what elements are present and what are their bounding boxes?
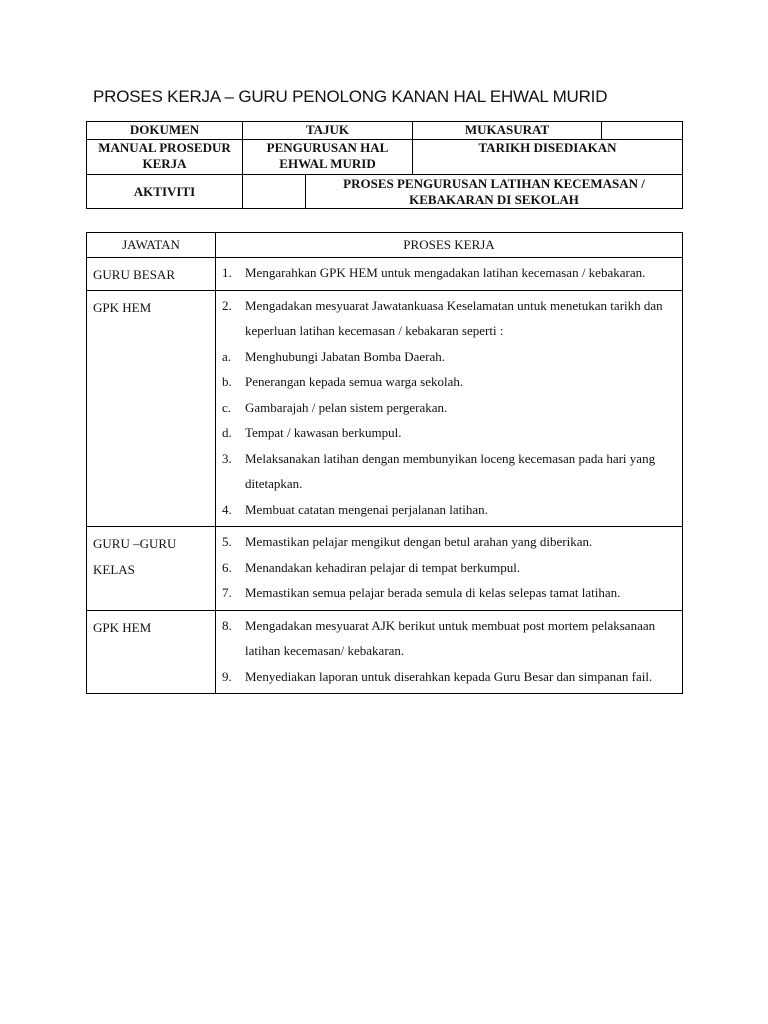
step-list <box>216 527 682 610</box>
step-marker: 5. <box>222 534 232 549</box>
list-item <box>222 369 676 395</box>
step-text: Tempat / kawasan berkumpul. <box>245 425 402 440</box>
aktiviti-blank-cell <box>243 175 306 209</box>
list-item <box>222 260 676 286</box>
steps-cell <box>216 610 683 694</box>
step-text: Mengarahkan GPK HEM untuk mengadakan latihan kecemasan / kebakaran. <box>245 265 646 280</box>
list-item <box>222 580 676 606</box>
list-item <box>222 664 676 690</box>
role-cell: GPK HEM <box>87 290 216 527</box>
step-marker: 2. <box>222 297 232 313</box>
step-marker: 4. <box>222 501 232 517</box>
page-title: PROSES KERJA – GURU PENOLONG KANAN HAL EHWAL MURID <box>93 87 608 106</box>
list-item <box>222 446 676 497</box>
list-item <box>222 613 676 664</box>
list-item <box>222 555 676 581</box>
step-text: Penerangan kepada semua warga sekolah. <box>245 374 464 389</box>
step-marker: 9. <box>222 668 232 684</box>
dokumen-value: MANUAL PROSEDUR KERJA <box>87 140 243 175</box>
step-marker: d. <box>222 425 232 440</box>
tarikh-disediakan-label: TARIKH DISEDIAKAN <box>413 140 683 175</box>
step-list <box>216 291 682 527</box>
step-text: Mengadakan mesyuarat Jawatankuasa Keselamatan untuk menetukan tarikh dan keperluan latihan kecemasan / kebakaran seperti : <box>245 297 663 338</box>
step-marker: 1. <box>222 265 232 280</box>
table-row <box>87 610 683 694</box>
step-list <box>216 611 682 694</box>
steps-cell <box>216 258 683 291</box>
step-text: Menandakan kehadiran pelajar di tempat berkumpul. <box>245 559 521 575</box>
list-item <box>222 529 676 555</box>
step-text: Mengadakan mesyuarat AJK berikut untuk membuat post mortem pelaksanaan latihan kecemasan/ kebakaran. <box>245 617 656 658</box>
step-marker: b. <box>222 374 232 389</box>
table-row <box>87 290 683 527</box>
step-text: Menyediakan laporan untuk diserahkan kepada Guru Besar dan simpanan fail. <box>245 668 653 684</box>
table-row <box>87 527 683 611</box>
steps-cell <box>216 290 683 527</box>
step-text: Gambarajah / pelan sistem pergerakan. <box>245 399 448 415</box>
process-table <box>86 232 683 694</box>
mukasurat-label: MUKASURAT <box>413 122 602 140</box>
step-marker: 8. <box>222 617 232 633</box>
list-item <box>222 293 676 344</box>
step-marker: 7. <box>222 585 232 600</box>
step-text: Memastikan semua pelajar berada semula di kelas selepas tamat latihan. <box>245 585 621 600</box>
step-text: Membuat catatan mengenai perjalanan latihan. <box>245 501 488 517</box>
table-row <box>87 258 683 291</box>
step-text: Melaksanakan latihan dengan membunyikan loceng kecemasan pada hari yang ditetapkan. <box>245 450 656 491</box>
step-text: Memastikan pelajar mengikut dengan betul arahan yang diberikan. <box>245 534 593 549</box>
mukasurat-value <box>602 122 683 140</box>
tajuk-value: PENGURUSAN HAL EHWAL MURID <box>243 140 413 175</box>
list-item <box>222 344 676 370</box>
proses-kerja-column-header: PROSES KERJA <box>216 233 683 258</box>
step-marker: c. <box>222 399 232 415</box>
step-marker: 6. <box>222 559 232 575</box>
dokumen-label: DOKUMEN <box>87 122 243 140</box>
list-item <box>222 420 676 446</box>
step-text: Menghubungi Jabatan Bomba Daerah. <box>245 348 446 364</box>
step-marker: a. <box>222 348 232 364</box>
list-item <box>222 497 676 523</box>
document-header-table <box>86 121 683 209</box>
role-cell: GURU –GURU KELAS <box>87 527 216 611</box>
tajuk-label: TAJUK <box>243 122 413 140</box>
role-cell: GURU BESAR <box>87 258 216 291</box>
step-list <box>216 258 682 290</box>
aktiviti-label: AKTIVITI <box>87 175 243 209</box>
process-body <box>87 258 683 694</box>
step-marker: 3. <box>222 450 232 466</box>
jawatan-column-header: JAWATAN <box>87 233 216 258</box>
steps-cell <box>216 527 683 611</box>
list-item <box>222 395 676 421</box>
aktiviti-value: PROSES PENGURUSAN LATIHAN KECEMASAN / KEBAKARAN DI SEKOLAH <box>306 175 683 209</box>
role-cell: GPK HEM <box>87 610 216 694</box>
